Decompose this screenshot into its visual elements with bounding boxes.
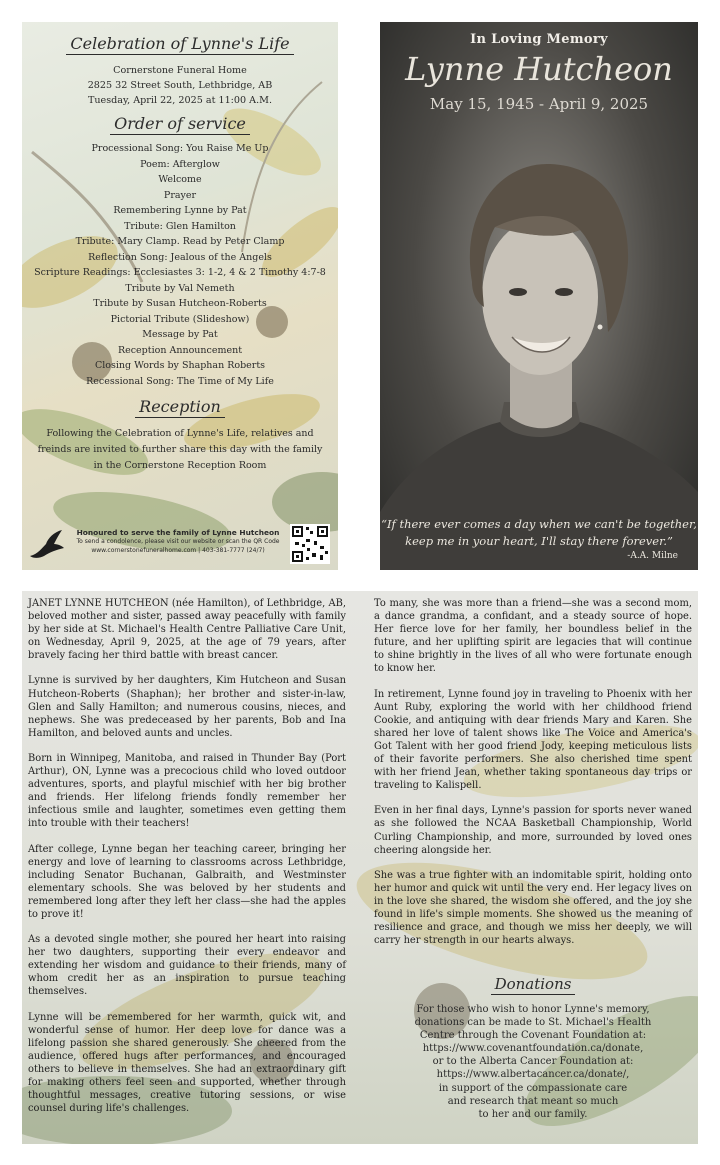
order-item: Poem: Afterglow — [140, 158, 220, 170]
order-of-service-panel — [22, 22, 338, 570]
obituary-paragraph: She was a true fighter with an indomitable spirit, holding onto her humor and quick wit until the very end. Her legacy lives on in the love she shared, the wisdom she offered, and the joy she found in life's simple moments. She showed us the meaning of resilience and grace, and though we miss her deeply, we will carry her strength in our hearts always. — [374, 869, 693, 947]
donations-heading: Donations — [374, 975, 692, 995]
order-item: Processional Song: You Raise Me Up — [91, 143, 269, 154]
order-item: Scripture Readings: Ecclesiastes 3: 1-2, 4 & 2 Timothy 4:7-8 — [34, 267, 326, 278]
order-item: Tribute by Val Nemeth — [125, 282, 235, 294]
reception-heading: Reception — [22, 397, 338, 418]
order-item: Closing Words by Shaphan Roberts — [94, 360, 266, 371]
donations-line: For those who wish to honor Lynne's memory, — [416, 1004, 650, 1015]
obituary-left-column — [28, 597, 346, 1127]
honour-text: Honoured to serve the family of Lynne Hutcheon — [76, 528, 280, 537]
program-title: Celebration of Lynne's Life — [22, 22, 338, 55]
order-item: Reflection Song: Jealous of the Angels — [88, 251, 272, 263]
obituary-paragraph: Lynne will be remembered for her warmth, quick wit, and wonderful sense of humor. Her deep love for dance was a lifelong passion she shared generously. She cheered from the audience, offered hugs after performances, and encouraged others to believe in themselves. She had an extraordinary gift for making others feel seen and supported, whether through thoughtful messages, creative tutoring sessions, or wise counsel during life's challenges. — [28, 1011, 346, 1115]
donations-line: Centre through the Covenant Foundation at: — [419, 1030, 647, 1042]
order-item: Tribute by Susan Hutcheon-Roberts — [93, 298, 267, 309]
condolence-text: To send a condolence, please visit our website or scan the QR Code — [76, 538, 280, 545]
quote-author: -A.A. Milne — [627, 551, 678, 561]
quote-line-2: keep me in your heart, I'll stay there forever.” — [405, 534, 673, 548]
obituary-right-column — [374, 597, 692, 959]
donations-line: or to the Alberta Cancer Foundation at: — [432, 1056, 634, 1068]
obituary-paragraph: As a devoted single mother, she poured her heart into raising her two daughters, supporting their every endeavor and extending her wisdom and guidance to their friends, many of whom credit her as an inspiration to pursue teaching themselves. — [28, 934, 346, 998]
obituary-paragraph: Born in Winnipeg, Manitoba, and raised in Thunder Bay (Port Arthur), ON, Lynne was a precocious child who loved outdoor adventures, sports, and playful mischief with her big brother and friends. Her lifelong friends fondly remember her infectious smile and laughter, sometimes even getting them into trouble with their teachers! — [28, 752, 346, 830]
covenant-donate-link[interactable]: https://www.covenantfoundation.ca/donate, — [422, 1043, 644, 1055]
order-of-service-heading: Order of service — [22, 114, 338, 135]
website-contact[interactable]: www.cornerstonefuneralhome.com | 403-381-7777 (24/7) — [91, 546, 265, 554]
obituary-paragraph: JANET LYNNE HUTCHEON (née Hamilton), of Lethbridge, AB, beloved mother and sister, passed away peacefully with family by her side at St. Michael's Health Centre Palliative Care Unit, on Wednesday, April 9, 2025, at the age of 79 years, after bravely facing her third battle with breast cancer. — [28, 598, 346, 662]
obituary-paragraph: Even in her final days, Lynne's passion for sports never waned as she followed the NCAA Basketball Championship, World Curling Championship, and more, surrounded by loved ones cheering alongside her. — [374, 805, 692, 856]
donations-section — [374, 975, 692, 1121]
reception-text: Following the Celebration of Lynne's Life, relatives and freinds are invited to further share this day with the family in the Cornerstone Reception Room — [37, 428, 323, 471]
venue-address: 2825 32 Street South, Lethbridge, AB — [87, 80, 273, 91]
portrait-photo — [380, 132, 698, 570]
venue: Cornerstone Funeral Home — [113, 65, 247, 76]
in-loving-memory: In Loving Memory — [470, 32, 608, 47]
donations-line: to her and our family. — [478, 1108, 588, 1120]
obituary-paragraph: In retirement, Lynne found joy in traveling to Phoenix with her Aunt Ruby, exploring the world with her childhood friend Cookie, and antiquing with dear friends Mary and Karen. She shared her love of talent shows like The Voice and America's Got Talent with her good friend Jody, keeping meticulous lists of their favorite performers. She also cherished time spent with her friend Jean, whether taking spontaneous day trips or traveling to Kalispell. — [374, 688, 692, 792]
obituary-panel — [22, 591, 698, 1144]
deceased-name: Lynne Hutcheon — [405, 50, 673, 88]
quote-line-1: “If there ever comes a day when we can't be together, — [381, 517, 697, 531]
life-dates: May 15, 1945 - April 9, 2025 — [429, 95, 649, 113]
order-item: Recessional Song: The Time of My Life — [86, 375, 274, 387]
donations-line: in support of the compassionate care — [438, 1082, 628, 1094]
order-item: Pictorial Tribute (Slideshow) — [110, 313, 250, 325]
service-datetime: Tuesday, April 22, 2025 at 11:00 A.M. — [87, 95, 273, 106]
alberta-cancer-donate-link[interactable]: https://www.albertacancer.ca/donate/, — [436, 1069, 630, 1081]
memorial-cover-panel — [380, 22, 698, 570]
dove-icon — [28, 526, 66, 562]
order-item: Tribute: Glen Hamilton — [124, 220, 236, 232]
order-item: Prayer — [163, 189, 197, 201]
obituary-paragraph: To many, she was more than a friend—she was a second mom, a dance grandma, a confidant, and a steady source of hope. Her fierce love for her family, her boundless belief in the future, and her uplifting spirit are legacies that will continue to shine brightly in the lives of all who were fortunate enough to know her. — [374, 598, 692, 675]
order-item: Tribute: Mary Clamp. Read by Peter Clamp — [75, 236, 285, 247]
donations-line: and research that meant so much — [447, 1095, 619, 1107]
obituary-paragraph: After college, Lynne began her teaching career, bringing her energy and love of learning to classrooms across Lethbridge, including Senator Buchanan, Galbraith, and Westminster elementary schools. She was beloved by her students and remembered long after they left her class—she had the apples to prove it! — [28, 843, 346, 920]
order-list — [22, 141, 338, 389]
qr-code[interactable] — [290, 524, 330, 564]
order-item: Remembering Lynne by Pat — [113, 205, 247, 216]
obituary-paragraph: Lynne is survived by her daughters, Kim Hutcheon and Susan Hutcheon-Roberts (Shaphan); her brother and sister-in-law, Glen and Sally Hamilton; and numerous cousins, nieces, and nephews. She was predeceased by her parents, Bob and Ina Hamilton, and beloved aunts and uncles. — [28, 675, 346, 739]
order-item: Message by Pat — [142, 329, 218, 340]
order-item: Reception Announcement — [117, 344, 243, 356]
donations-line: donations can be made to St. Michael's Health — [414, 1017, 652, 1029]
funeral-home-footer — [22, 520, 338, 570]
order-item: Welcome — [158, 174, 202, 185]
